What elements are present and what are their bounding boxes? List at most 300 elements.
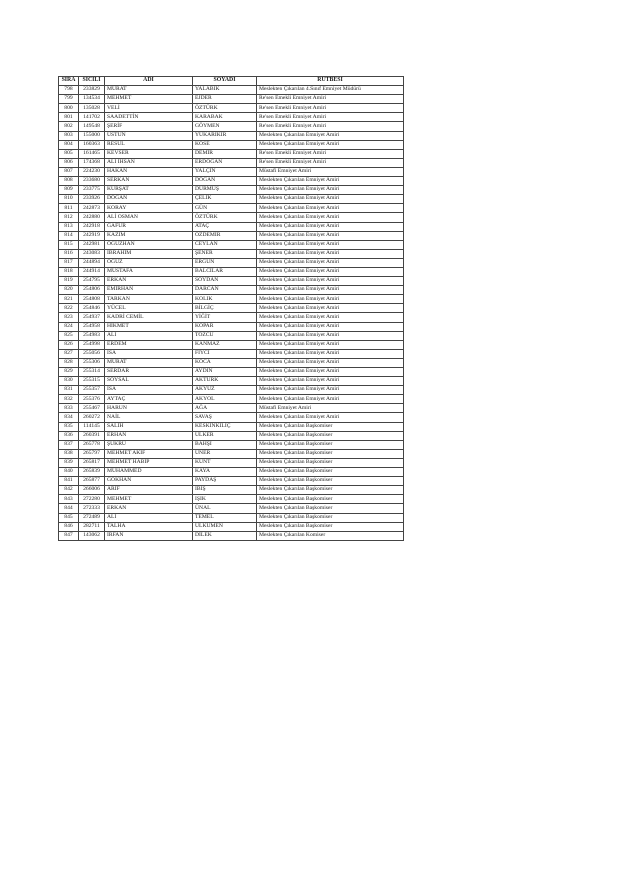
table-row — [59, 431, 404, 440]
cell-sira: 838 — [59, 449, 79, 458]
cell-soyadi: ÜNER — [193, 449, 257, 458]
table-row — [59, 322, 404, 331]
cell-adi: ŞERİF — [105, 122, 193, 131]
table-row — [59, 186, 404, 195]
cell-soyadi: DURMUŞ — [193, 186, 257, 195]
cell-sira: 812 — [59, 213, 79, 222]
table-row — [59, 522, 404, 531]
cell-sicil: 160363 — [79, 140, 105, 149]
cell-rutbe: Re'sen Emekli Emniyet Amiri — [257, 104, 404, 113]
cell-soyadi: BİLGİÇ — [193, 304, 257, 313]
cell-sicil: 260272 — [79, 413, 105, 422]
cell-soyadi: IŞIK — [193, 495, 257, 504]
table-row — [59, 368, 404, 377]
cell-adi: ERKAN — [105, 504, 193, 513]
cell-sira: 845 — [59, 513, 79, 522]
table-row — [59, 258, 404, 267]
table-row — [59, 204, 404, 213]
cell-sira: 805 — [59, 149, 79, 158]
cell-sira: 846 — [59, 522, 79, 531]
cell-adi: HİKMET — [105, 322, 193, 331]
cell-adi: SERDAR — [105, 368, 193, 377]
cell-adi: ERHAN — [105, 431, 193, 440]
cell-adi: ALİ — [105, 331, 193, 340]
cell-adi: SAADETTİN — [105, 113, 193, 122]
cell-sira: 816 — [59, 249, 79, 258]
table-row — [59, 404, 404, 413]
cell-sira: 810 — [59, 195, 79, 204]
table-row — [59, 213, 404, 222]
cell-sira: 803 — [59, 131, 79, 140]
cell-adi: KEVSER — [105, 149, 193, 158]
cell-sira: 820 — [59, 286, 79, 295]
cell-adi: OĞUZHAN — [105, 240, 193, 249]
cell-soyadi: EJDER — [193, 95, 257, 104]
cell-rutbe: Meslekten Çıkarılan Emniyet Amiri — [257, 186, 404, 195]
cell-soyadi: BALCILAR — [193, 267, 257, 276]
cell-adi: ŞÜKRÜ — [105, 440, 193, 449]
cell-rutbe: Meslekten Çıkarılan Başkomiser — [257, 458, 404, 467]
cell-sicil: 254998 — [79, 340, 105, 349]
cell-rutbe: Meslekten Çıkarılan Emniyet Amiri — [257, 177, 404, 186]
cell-soyadi: KANMAZ — [193, 340, 257, 349]
table-row — [59, 486, 404, 495]
cell-adi: KADRİ CEMİL — [105, 313, 193, 322]
table-row — [59, 95, 404, 104]
table-row — [59, 422, 404, 431]
table-row — [59, 413, 404, 422]
header-soyadi: SOYADI — [193, 77, 257, 86]
cell-rutbe: Meslekten Çıkarılan Başkomiser — [257, 513, 404, 522]
cell-soyadi: KOLIK — [193, 295, 257, 304]
cell-soyadi: DOĞAN — [193, 177, 257, 186]
cell-soyadi: ÖZTÜRK — [193, 104, 257, 113]
cell-adi: HAKAN — [105, 167, 193, 176]
cell-sicil: 233829 — [79, 86, 105, 95]
cell-adi: AYTAÇ — [105, 395, 193, 404]
cell-rutbe: Re'sen Emekli Emniyet Amiri — [257, 149, 404, 158]
cell-sira: 839 — [59, 458, 79, 467]
cell-sira: 835 — [59, 422, 79, 431]
cell-soyadi: ERDOĞAN — [193, 158, 257, 167]
cell-soyadi: ERGÜN — [193, 258, 257, 267]
cell-sicil: 254808 — [79, 295, 105, 304]
cell-sicil: 255376 — [79, 395, 105, 404]
cell-adi: VELİ — [105, 104, 193, 113]
cell-sicil: 233926 — [79, 195, 105, 204]
cell-adi: SALİH — [105, 422, 193, 431]
cell-rutbe: Müstafi Emniyet Amiri — [257, 404, 404, 413]
cell-sicil: 224230 — [79, 167, 105, 176]
cell-adi: İBRAHİM — [105, 249, 193, 258]
cell-rutbe: Meslekten Çıkarılan Başkomiser — [257, 440, 404, 449]
cell-sicil: 254937 — [79, 313, 105, 322]
cell-adi: MEHMET — [105, 95, 193, 104]
cell-soyadi: ÜNAL — [193, 504, 257, 513]
cell-rutbe: Re'sen Emekli Emniyet Amiri — [257, 158, 404, 167]
cell-sira: 844 — [59, 504, 79, 513]
cell-sicil: 255315 — [79, 377, 105, 386]
cell-sira: 828 — [59, 358, 79, 367]
table-row — [59, 449, 404, 458]
cell-soyadi: YİĞİT — [193, 313, 257, 322]
cell-rutbe: Meslekten Çıkarılan Komiser — [257, 531, 404, 540]
table-row — [59, 286, 404, 295]
cell-rutbe: Meslekten Çıkarılan Başkomiser — [257, 468, 404, 477]
cell-rutbe: Meslekten Çıkarılan Emniyet Amiri — [257, 213, 404, 222]
table-row — [59, 131, 404, 140]
cell-soyadi: CEYLAN — [193, 240, 257, 249]
cell-adi: MEHMET — [105, 495, 193, 504]
cell-rutbe: Meslekten Çıkarılan Emniyet Amiri — [257, 277, 404, 286]
table-row — [59, 477, 404, 486]
cell-sira: 806 — [59, 158, 79, 167]
cell-adi: İSA — [105, 386, 193, 395]
cell-soyadi: GÖYMEN — [193, 122, 257, 131]
cell-rutbe: Meslekten Çıkarılan Başkomiser — [257, 449, 404, 458]
table-row — [59, 249, 404, 258]
cell-rutbe: Meslekten Çıkarılan Başkomiser — [257, 486, 404, 495]
table-row — [59, 267, 404, 276]
table-row — [59, 149, 404, 158]
cell-soyadi: PAYDAŞ — [193, 477, 257, 486]
cell-adi: OĞUZ — [105, 258, 193, 267]
cell-soyadi: ŞENER — [193, 249, 257, 258]
cell-sicil: 161465 — [79, 149, 105, 158]
cell-rutbe: Meslekten Çıkarılan Emniyet Amiri — [257, 340, 404, 349]
cell-rutbe: Meslekten Çıkarılan Emniyet Amiri — [257, 286, 404, 295]
cell-soyadi: ÖZTÜRK — [193, 213, 257, 222]
cell-adi: KAZIM — [105, 231, 193, 240]
cell-soyadi: IBIŞ — [193, 486, 257, 495]
cell-sicil: 244914 — [79, 267, 105, 276]
cell-soyadi: AKTÜRK — [193, 377, 257, 386]
table-row — [59, 395, 404, 404]
cell-soyadi: KAYA — [193, 468, 257, 477]
cell-sicil: 254795 — [79, 277, 105, 286]
cell-sicil: 255314 — [79, 368, 105, 377]
cell-sicil: 243083 — [79, 249, 105, 258]
cell-adi: ALİ — [105, 513, 193, 522]
header-adi: ADI — [105, 77, 193, 86]
cell-sicil: 174368 — [79, 158, 105, 167]
cell-rutbe: Meslekten Çıkarılan Emniyet Amiri — [257, 258, 404, 267]
cell-soyadi: ATAÇ — [193, 222, 257, 231]
cell-soyadi: YALABIK — [193, 86, 257, 95]
cell-sicil: 143062 — [79, 531, 105, 540]
cell-soyadi: KÖSE — [193, 140, 257, 149]
cell-sira: 814 — [59, 231, 79, 240]
cell-rutbe: Meslekten Çıkarılan Emniyet Amiri — [257, 377, 404, 386]
cell-soyadi: FİYCI — [193, 349, 257, 358]
cell-sicil: 242981 — [79, 240, 105, 249]
cell-rutbe: Meslekten Çıkarılan Emniyet Amiri — [257, 313, 404, 322]
cell-sira: 802 — [59, 122, 79, 131]
table-header-row — [59, 77, 404, 86]
cell-soyadi: GÜN — [193, 204, 257, 213]
cell-rutbe: Meslekten Çıkarılan Emniyet Amiri — [257, 304, 404, 313]
cell-sicil: 260391 — [79, 431, 105, 440]
cell-adi: KÜRŞAT — [105, 186, 193, 195]
table-row — [59, 458, 404, 467]
cell-sira: 829 — [59, 368, 79, 377]
cell-adi: TALHA — [105, 522, 193, 531]
cell-sicil: 255467 — [79, 404, 105, 413]
cell-rutbe: Meslekten Çıkarılan Emniyet Amiri — [257, 295, 404, 304]
cell-rutbe: Meslekten Çıkarılan Başkomiser — [257, 431, 404, 440]
cell-sira: 833 — [59, 404, 79, 413]
cell-sira: 809 — [59, 186, 79, 195]
cell-rutbe: Meslekten Çıkarılan Emniyet Amiri — [257, 413, 404, 422]
table-row — [59, 377, 404, 386]
cell-soyadi: DEMİR — [193, 149, 257, 158]
cell-rutbe: Meslekten Çıkarılan Başkomiser — [257, 422, 404, 431]
personnel-table — [58, 76, 404, 541]
cell-rutbe: Meslekten Çıkarılan Emniyet Amiri — [257, 358, 404, 367]
cell-rutbe: Meslekten Çıkarılan Emniyet Amiri — [257, 322, 404, 331]
cell-rutbe: Meslekten Çıkarılan Başkomiser — [257, 477, 404, 486]
table-row — [59, 386, 404, 395]
cell-adi: MURAT — [105, 358, 193, 367]
cell-sira: 808 — [59, 177, 79, 186]
cell-soyadi: ÖZDEMİR — [193, 231, 257, 240]
cell-sira: 823 — [59, 313, 79, 322]
cell-rutbe: Meslekten Çıkarılan Emniyet Amiri — [257, 267, 404, 276]
cell-soyadi: KESKİNKILIÇ — [193, 422, 257, 431]
cell-sira: 798 — [59, 86, 79, 95]
cell-sira: 834 — [59, 413, 79, 422]
cell-sicil: 254806 — [79, 286, 105, 295]
cell-rutbe: Meslekten Çıkarılan 4.Sınıf Emniyet Müdürü — [257, 86, 404, 95]
table-row — [59, 531, 404, 540]
cell-adi: NAİL — [105, 413, 193, 422]
table-row — [59, 313, 404, 322]
cell-sira: 800 — [59, 104, 79, 113]
cell-rutbe: Meslekten Çıkarılan Emniyet Amiri — [257, 195, 404, 204]
cell-sira: 801 — [59, 113, 79, 122]
cell-rutbe: Meslekten Çıkarılan Başkomiser — [257, 495, 404, 504]
table-row — [59, 195, 404, 204]
cell-sicil: 135028 — [79, 104, 105, 113]
cell-sicil: 272333 — [79, 504, 105, 513]
cell-rutbe: Re'sen Emekli Emniyet Amiri — [257, 95, 404, 104]
table-row — [59, 158, 404, 167]
cell-sicil: 255357 — [79, 386, 105, 395]
cell-soyadi: ÜLKÜMEN — [193, 522, 257, 531]
cell-soyadi: SOYDAN — [193, 277, 257, 286]
cell-sicil: 255056 — [79, 349, 105, 358]
cell-sira: 832 — [59, 395, 79, 404]
cell-soyadi: TEMEL — [193, 513, 257, 522]
cell-adi: MURAT — [105, 86, 193, 95]
cell-adi: İSA — [105, 349, 193, 358]
cell-sira: 804 — [59, 140, 79, 149]
cell-sicil: 233775 — [79, 186, 105, 195]
cell-sicil: 272280 — [79, 495, 105, 504]
cell-sira: 822 — [59, 304, 79, 313]
cell-sira: 817 — [59, 258, 79, 267]
table-row — [59, 167, 404, 176]
cell-sicil: 272489 — [79, 513, 105, 522]
cell-sicil: 254958 — [79, 322, 105, 331]
cell-adi: ÜSTÜN — [105, 131, 193, 140]
cell-sira: 836 — [59, 431, 79, 440]
cell-adi: HARUN — [105, 404, 193, 413]
cell-soyadi: KUNT — [193, 458, 257, 467]
cell-sicil: 242873 — [79, 204, 105, 213]
cell-sicil: 265817 — [79, 458, 105, 467]
table-row — [59, 440, 404, 449]
cell-rutbe: Meslekten Çıkarılan Emniyet Amiri — [257, 368, 404, 377]
table-row — [59, 277, 404, 286]
cell-soyadi: BAHŞI — [193, 440, 257, 449]
cell-adi: KORAY — [105, 204, 193, 213]
table-row — [59, 513, 404, 522]
cell-adi: GÖKHAN — [105, 477, 193, 486]
cell-sicil: 266006 — [79, 486, 105, 495]
cell-rutbe: Müstafi Emniyet Amiri — [257, 167, 404, 176]
cell-rutbe: Meslekten Çıkarılan Emniyet Amiri — [257, 240, 404, 249]
cell-adi: DOĞAN — [105, 195, 193, 204]
cell-rutbe: Meslekten Çıkarılan Emniyet Amiri — [257, 395, 404, 404]
table-row — [59, 231, 404, 240]
table-row — [59, 304, 404, 313]
cell-sicil: 149548 — [79, 122, 105, 131]
cell-sira: 841 — [59, 477, 79, 486]
cell-sira: 799 — [59, 95, 79, 104]
cell-rutbe: Meslekten Çıkarılan Emniyet Amiri — [257, 349, 404, 358]
cell-soyadi: SAVAŞ — [193, 413, 257, 422]
cell-rutbe: Meslekten Çıkarılan Emniyet Amiri — [257, 249, 404, 258]
cell-soyadi: AKYÜZ — [193, 386, 257, 395]
cell-adi: MEHMET AKİF — [105, 449, 193, 458]
cell-sira: 818 — [59, 267, 79, 276]
table-row — [59, 349, 404, 358]
cell-sira: 825 — [59, 331, 79, 340]
cell-rutbe: Meslekten Çıkarılan Emniyet Amiri — [257, 386, 404, 395]
cell-rutbe: Meslekten Çıkarılan Emniyet Amiri — [257, 131, 404, 140]
cell-sicil: 254846 — [79, 304, 105, 313]
cell-sira: 831 — [59, 386, 79, 395]
cell-sicil: 244894 — [79, 258, 105, 267]
cell-soyadi: AYDIN — [193, 368, 257, 377]
cell-sira: 826 — [59, 340, 79, 349]
header-sira: SIRA — [59, 77, 79, 86]
cell-sicil: 242919 — [79, 231, 105, 240]
cell-sicil: 114145 — [79, 422, 105, 431]
cell-rutbe: Meslekten Çıkarılan Emniyet Amiri — [257, 331, 404, 340]
cell-sira: 807 — [59, 167, 79, 176]
cell-sira: 842 — [59, 486, 79, 495]
cell-sicil: 242918 — [79, 222, 105, 231]
cell-sira: 837 — [59, 440, 79, 449]
cell-adi: MUSTAFA — [105, 267, 193, 276]
cell-sira: 819 — [59, 277, 79, 286]
cell-sicil: 155000 — [79, 131, 105, 140]
cell-sira: 821 — [59, 295, 79, 304]
cell-sira: 843 — [59, 495, 79, 504]
table-row — [59, 140, 404, 149]
cell-sira: 830 — [59, 377, 79, 386]
cell-rutbe: Meslekten Çıkarılan Emniyet Amiri — [257, 204, 404, 213]
table-body — [59, 86, 404, 541]
cell-soyadi: AKYOL — [193, 395, 257, 404]
table-row — [59, 504, 404, 513]
header-rutbe: RÜTBESİ — [257, 77, 404, 86]
cell-adi: ERDEM — [105, 340, 193, 349]
cell-sira: 813 — [59, 222, 79, 231]
cell-adi: ALİ İHSAN — [105, 158, 193, 167]
cell-adi: GAFUR — [105, 222, 193, 231]
cell-adi: ERKAN — [105, 277, 193, 286]
cell-sira: 824 — [59, 322, 79, 331]
cell-adi: ARİF — [105, 486, 193, 495]
cell-adi: EMİRHAN — [105, 286, 193, 295]
cell-rutbe: Re'sen Emekli Emniyet Amiri — [257, 122, 404, 131]
cell-adi: İRFAN — [105, 531, 193, 540]
cell-sicil: 265778 — [79, 440, 105, 449]
table-row — [59, 113, 404, 122]
table-row — [59, 331, 404, 340]
cell-sicil: 233680 — [79, 177, 105, 186]
cell-soyadi: KARABAK — [193, 113, 257, 122]
cell-soyadi: TOZCU — [193, 331, 257, 340]
cell-soyadi: AĞA — [193, 404, 257, 413]
table-row — [59, 240, 404, 249]
cell-sira: 815 — [59, 240, 79, 249]
cell-adi: RESUL — [105, 140, 193, 149]
cell-sira: 847 — [59, 531, 79, 540]
cell-adi: MUHAMMED — [105, 468, 193, 477]
table-row — [59, 222, 404, 231]
cell-adi: MEHMET HABİP — [105, 458, 193, 467]
cell-sira: 811 — [59, 204, 79, 213]
cell-rutbe: Meslekten Çıkarılan Başkomiser — [257, 522, 404, 531]
cell-rutbe: Re'sen Emekli Emniyet Amiri — [257, 113, 404, 122]
table-row — [59, 358, 404, 367]
header-sicil: SİCİLİ — [79, 77, 105, 86]
cell-soyadi: DARCAN — [193, 286, 257, 295]
cell-sicil: 242880 — [79, 213, 105, 222]
cell-soyadi: YALÇIN — [193, 167, 257, 176]
cell-sira: 840 — [59, 468, 79, 477]
cell-sicil: 265797 — [79, 449, 105, 458]
cell-sira: 827 — [59, 349, 79, 358]
table-row — [59, 468, 404, 477]
cell-soyadi: ÇELİK — [193, 195, 257, 204]
table-row — [59, 295, 404, 304]
cell-adi: TARKAN — [105, 295, 193, 304]
cell-rutbe: Meslekten Çıkarılan Emniyet Amiri — [257, 222, 404, 231]
table-row — [59, 177, 404, 186]
cell-sicil: 265839 — [79, 468, 105, 477]
cell-soyadi: KOPAR — [193, 322, 257, 331]
table-row — [59, 104, 404, 113]
cell-sicil: 265877 — [79, 477, 105, 486]
cell-adi: ALİ OSMAN — [105, 213, 193, 222]
table-row — [59, 495, 404, 504]
cell-soyadi: DİLEK — [193, 531, 257, 540]
cell-sicil: 134534 — [79, 95, 105, 104]
cell-sicil: 254983 — [79, 331, 105, 340]
cell-sicil: 141702 — [79, 113, 105, 122]
cell-adi: SERKAN — [105, 177, 193, 186]
cell-soyadi: YUKARIKIR — [193, 131, 257, 140]
cell-adi: YÜCEL — [105, 304, 193, 313]
cell-soyadi: ÜLKER — [193, 431, 257, 440]
table-row — [59, 340, 404, 349]
cell-adi: SOYSAL — [105, 377, 193, 386]
